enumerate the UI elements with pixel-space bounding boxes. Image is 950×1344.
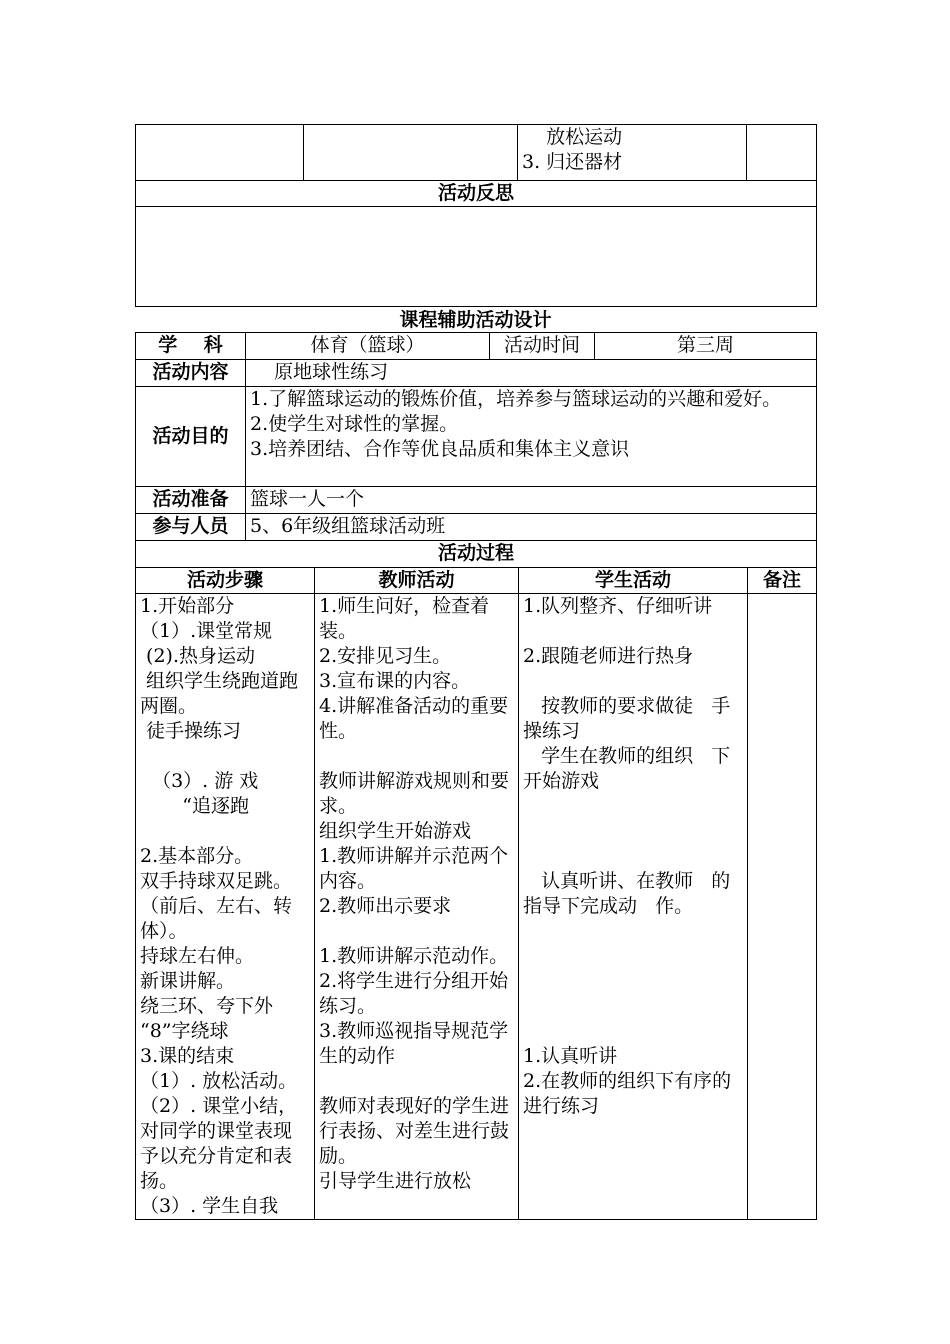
page-title: 课程辅助活动设计 — [399, 309, 552, 331]
continuation-table — [135, 124, 817, 307]
prep-value: 篮球一人一个 — [246, 487, 817, 514]
info-table — [135, 332, 817, 568]
header-notes: 备注 — [748, 568, 817, 594]
goal-value: 1.了解篮球运动的锻炼价值，培养参与篮球运动的兴趣和爱好。 2.使学生对球性的掌握。 3.培养团结、合作等优良品质和集体主义意识 — [246, 387, 817, 487]
subject-label: 学 科 — [136, 333, 246, 360]
time-label: 活动时间 — [490, 333, 595, 360]
header-student: 学生活动 — [519, 568, 748, 594]
process-header: 活动过程 — [136, 541, 817, 568]
content-value: 原地球性练习 — [246, 360, 817, 387]
notes-cell — [748, 594, 817, 1220]
prep-label: 活动准备 — [136, 487, 246, 514]
reflection-header: 活动反思 — [136, 181, 817, 207]
process-table — [135, 567, 817, 1220]
teacher-cell: 1.师生问好，检查着装。 2.安排见习生。 3.宣布课的内容。 4.讲解准备活动的重要性。 教师讲解游戏规则和要求。 组织学生开始游戏 1.教师讲解并示范两个内容。 2.教师出示要求 1.教师讲解示范动作。 2.将学生进行分组开始练习。 3.教师巡视指导规范学生的动作 教师对表现好的学生进行表扬、对差生进行鼓励。 引导学生进行放松 — [315, 594, 519, 1220]
subject-value: 体育（篮球） — [246, 333, 490, 360]
cont-cell-student: 放松运动 3. 归还器材 — [518, 125, 747, 181]
people-value: 5、6年级组篮球活动班 — [246, 514, 817, 541]
time-value: 第三周 — [595, 333, 817, 360]
cont-cell-teacher — [304, 125, 518, 181]
goal-label: 活动目的 — [136, 387, 246, 487]
steps-cell: 1.开始部分 （1）.课堂常规 (2).热身运动 组织学生绕跑道跑两圈。 徒手操练习 （3）. 游 戏 “追逐跑 2.基本部分。 双手持球双足跳。（前后、左右、转体）。 持球左右伸。 新课讲解。 绕三环、夸下外 “8”字绕球 3.课的结束 （1）. 放松活动。 （2）. 课堂小结，对同学的课堂表现予以充分肯定和表扬。 （3）. 学生自我 — [136, 594, 315, 1220]
reflection-body — [136, 207, 817, 307]
header-steps: 活动步骤 — [136, 568, 315, 594]
student-cell: 1.队列整齐、仔细听讲 2.跟随老师进行热身 按教师的要求做徒 手操练习 学生在教师的组织 下开始游戏 认真听讲、在教师 的指导下完成动 作。 1.认真听讲 2.在教师的组织下有序的进行练习 — [519, 594, 748, 1220]
header-teacher: 教师活动 — [315, 568, 519, 594]
cont-cell-notes — [747, 125, 817, 181]
content-label: 活动内容 — [136, 360, 246, 387]
people-label: 参与人员 — [136, 514, 246, 541]
cont-cell-steps — [136, 125, 304, 181]
